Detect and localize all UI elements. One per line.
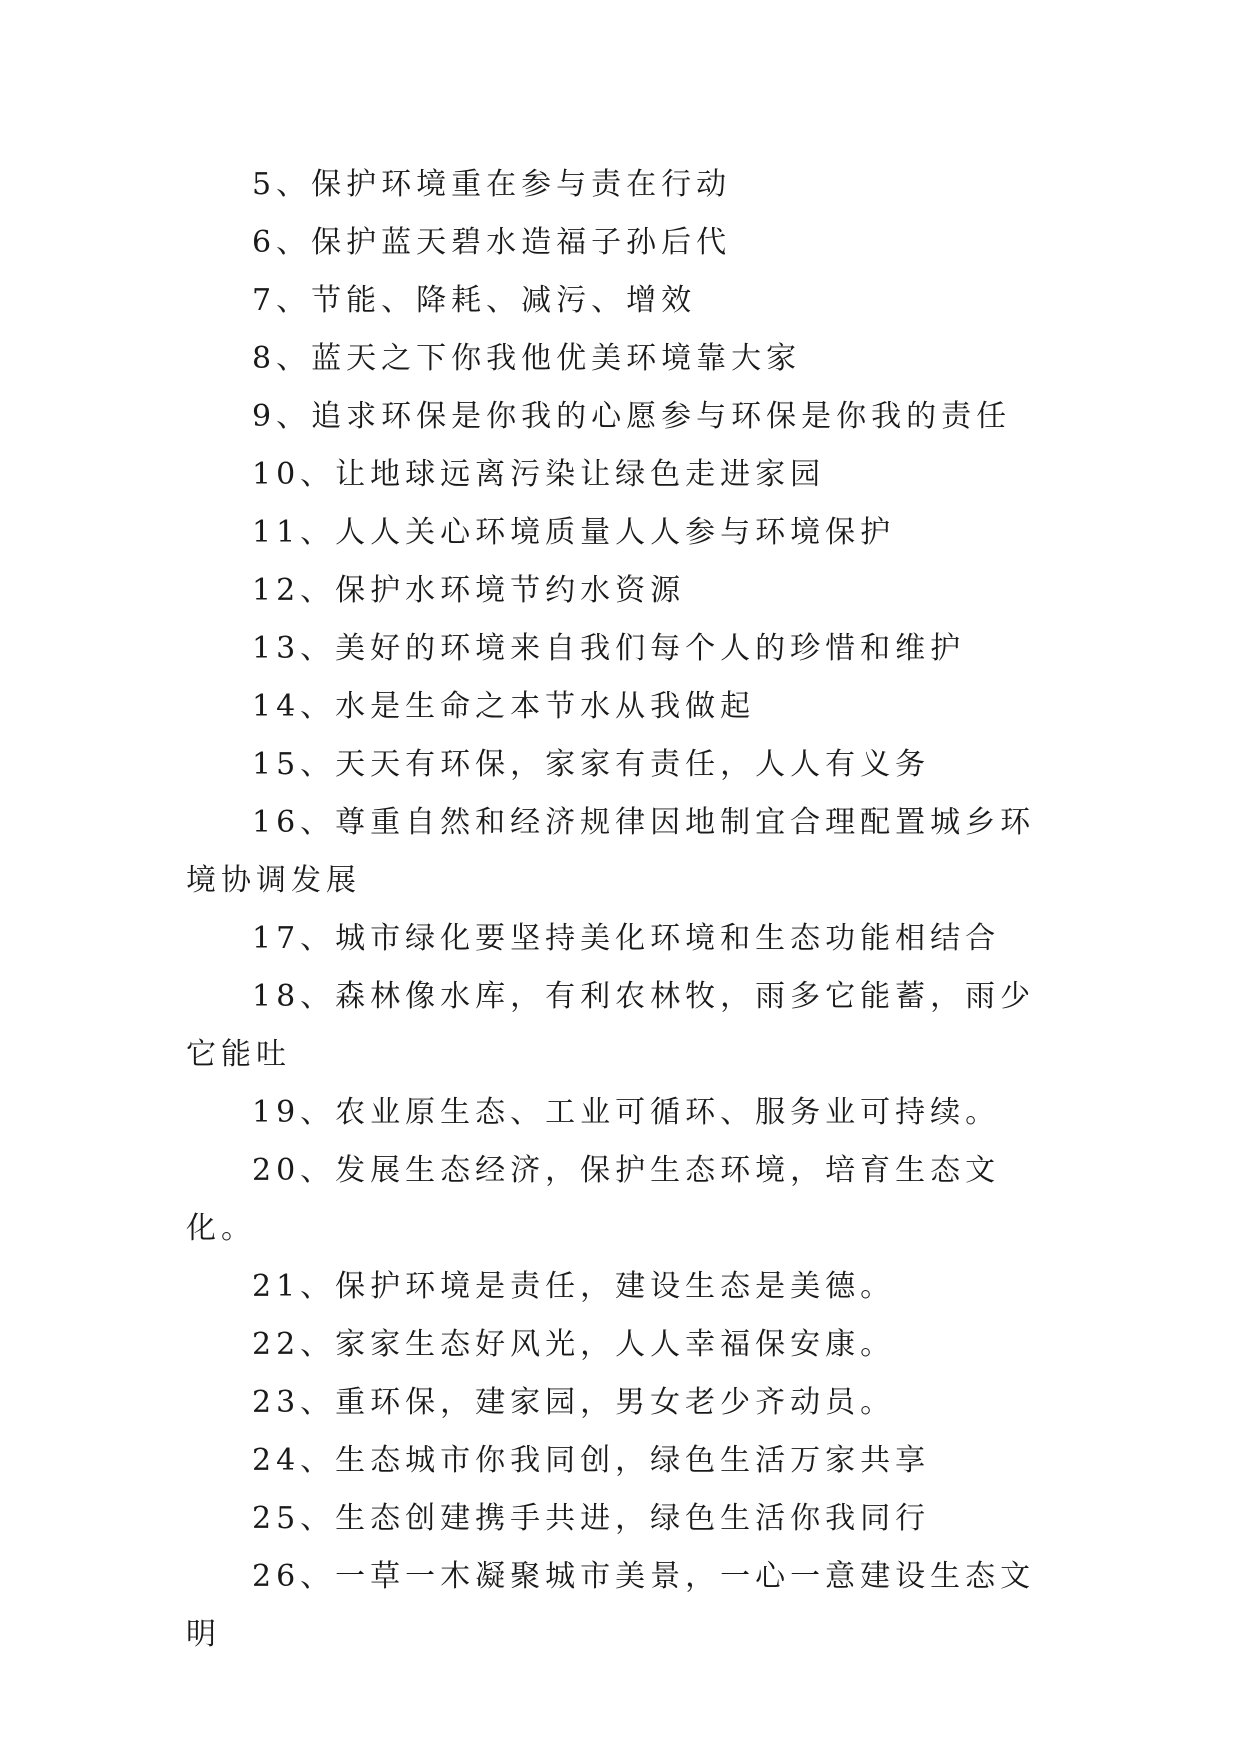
slogan-item: 26、一草一木凝聚城市美景，一心一意建设生态文明 [186,1559,1036,1652]
slogan-item: 7、节能、降耗、减污、增效 [252,283,697,318]
slogan-item: 20、发展生态经济，保护生态环境，培育生态文化。 [186,1153,1001,1246]
slogan-list [186,156,1056,1664]
slogan-item: 16、尊重自然和经济规律因地制宜合理配置城乡环境协调发展 [186,805,1036,898]
slogan-item: 10、让地球远离污染让绿色走进家园 [252,457,826,492]
slogan-item: 18、森林像水库，有利农林牧，雨多它能蓄，雨少它能吐 [186,979,1036,1072]
slogan-item: 22、家家生态好风光，人人幸福保安康。 [252,1327,896,1362]
slogan-item: 9、追求环保是你我的心愿参与环保是你我的责任 [252,399,1012,434]
slogan-item: 24、生态城市你我同创，绿色生活万家共享 [252,1443,931,1478]
slogan-item: 21、保护环境是责任，建设生态是美德。 [252,1269,896,1304]
slogan-item: 17、城市绿化要坚持美化环境和生态功能相结合 [252,921,1001,956]
slogan-item: 8、蓝天之下你我他优美环境靠大家 [252,341,802,376]
slogan-item: 6、保护蓝天碧水造福子孙后代 [252,225,732,260]
slogan-item: 13、美好的环境来自我们每个人的珍惜和维护 [252,631,966,666]
slogan-item: 25、生态创建携手共进，绿色生活你我同行 [252,1501,931,1536]
slogan-item: 19、农业原生态、工业可循环、服务业可持续。 [252,1095,1001,1130]
slogan-item: 12、保护水环境节约水资源 [252,573,686,608]
slogan-item: 15、天天有环保，家家有责任，人人有义务 [252,747,931,782]
slogan-item: 23、重环保，建家园，男女老少齐动员。 [252,1385,896,1420]
slogan-item: 11、人人关心环境质量人人参与环境保护 [252,515,896,550]
slogan-item: 5、保护环境重在参与责在行动 [252,167,732,202]
slogan-item: 14、水是生命之本节水从我做起 [252,689,756,724]
